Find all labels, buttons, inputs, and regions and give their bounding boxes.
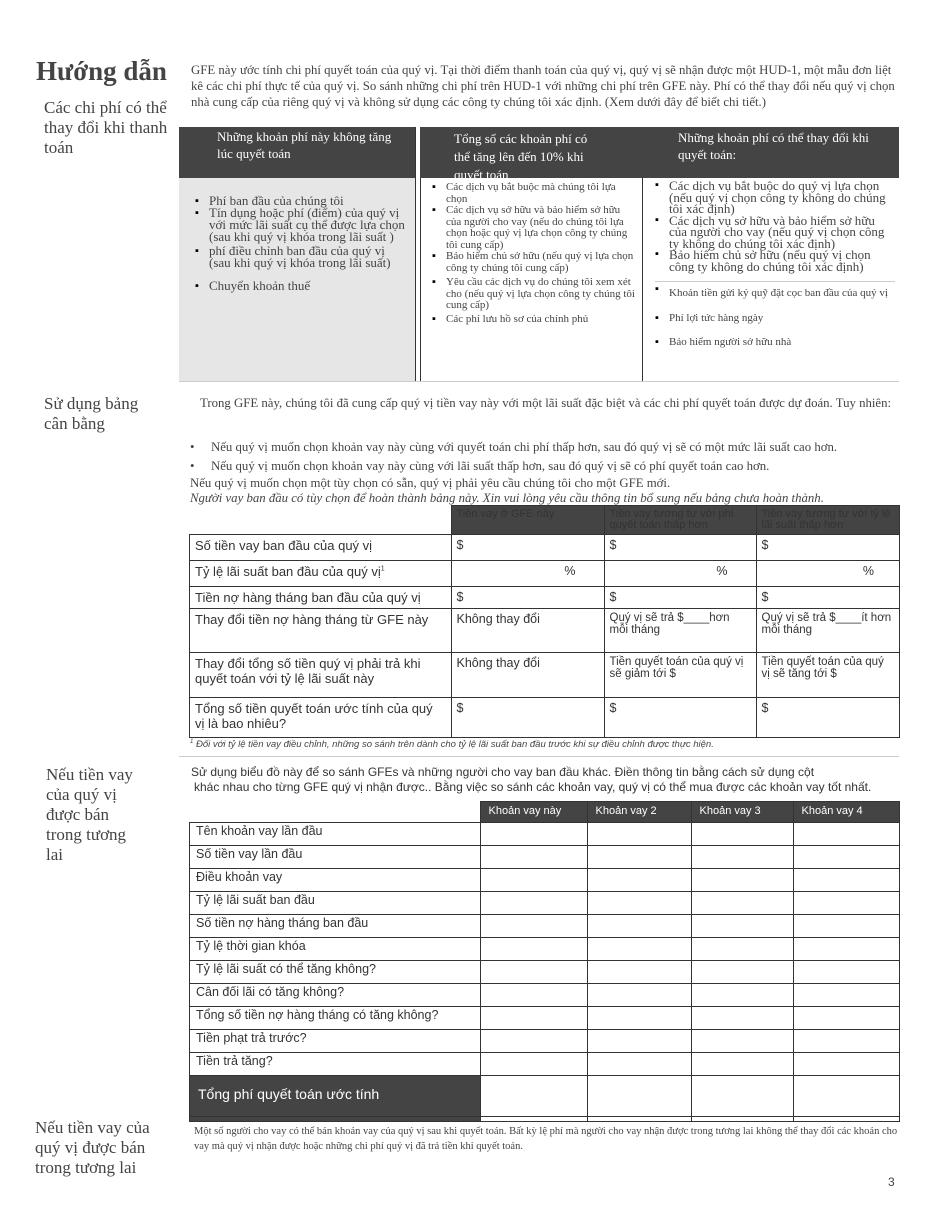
shopping-row [190,915,900,938]
shopping-cell[interactable] [793,1007,900,1030]
shopping-cell[interactable] [480,984,587,1007]
shopping-row-label: Số tiền vay lần đầu [190,846,481,869]
tradeoff-header: Tiền vay tương tự với phí quyết toán thấp hơn [604,506,756,535]
tradeoff-row [190,698,900,738]
col1-item: ▪ Tín dụng hoặc phí (điểm) của quý vị với mức lãi suất cụ thể được lựa chọn (sau khi quý vị khóa trong lãi suất ) [195,207,407,243]
shopping-row-label: Tên khoản vay lần đầu [190,823,481,846]
shopping-cell[interactable] [480,1030,587,1053]
shopping-cell[interactable] [480,1053,587,1076]
col3-item-small: ▪ Phí lợi tức hàng ngày [655,311,895,326]
tradeoff-row [190,535,900,561]
shopping-row [190,938,900,961]
col2-item: ▪ Bảo hiểm chủ sở hữu (nếu quý vị lựa chọn công ty chúng tôi cung cấp) [432,251,636,274]
shopping-cell[interactable] [587,1053,691,1076]
cell-value[interactable]: Tiền quyết toán của quý vị sẽ giảm tới $ [604,653,756,698]
shopping-cell[interactable] [587,869,691,892]
shopping-row-label: Tỷ lệ lãi suất có thể tăng không? [190,961,481,984]
shopping-row-label: Tiền trả tăng? [190,1053,481,1076]
section3-title: Nếu tiền vay của quý vị được bán trong tương lai [46,765,133,864]
shopping-cell[interactable] [793,915,900,938]
loan-column-header: Khoản vay 3 [691,802,793,823]
row-label: Tổng số tiền quyết toán ước tính của quý vị là bao nhiêu? [190,698,452,738]
shopping-cell[interactable] [691,915,793,938]
shopping-cell[interactable] [480,915,587,938]
row-label: Tiền nợ hàng tháng ban đầu của quý vị [190,587,452,609]
shopping-cell[interactable] [691,938,793,961]
col2-item: ▪ Yêu cầu các dịch vụ do chúng tôi xem xét cho (nếu quý vị lựa chọn công ty chúng tôi cung cấp) [432,277,636,312]
cell-value[interactable]: $ [756,535,900,561]
footnote-mark: 1 [190,739,194,745]
footnote-sup: 1 [380,565,385,573]
shopping-cell[interactable] [691,1053,793,1076]
shopping-cell[interactable] [691,984,793,1007]
shopping-cell[interactable] [793,1030,900,1053]
shopping-row-label: Tiền phạt trả trước? [190,1030,481,1053]
col2-item: ▪ Các dịch vụ sở hữu và bảo hiểm sở hữu của người cho vay (nếu do chúng tôi lựa chọn hoặc quý vị lựa chọn công ty chúng tôi cung cấp) [432,205,636,251]
section4-text: Một số người cho vay có thể bán khoản vay của quý vị sau khi quyết toán. Bất kỳ lệ phí mà người cho vay nhận được trong tương lai không thể thay đổi các khoản cho vay mà quý vị nhận được hoặc những chi phí quý vị đã trả tiền khi quyết toán. [194,1126,898,1152]
shopping-row-label: Tỷ lệ thời gian khóa [190,938,481,961]
shopping-cell[interactable] [587,961,691,984]
section4-title: Nếu tiền vay của quý vị được bán trong tương lai [35,1118,150,1177]
section1-title: Các chi phí có thể thay đổi khi thanh toán [44,98,168,157]
section-rule [179,381,899,382]
col3-item-small: ▪ Bảo hiểm người sở hữu nhà [655,335,895,350]
section2-intro: Trong GFE này, chúng tôi đã cung cấp quý vị tiền vay này với một lãi suất đặc biệt và các chi phí quyết toán được dự đoán. Tuy nhiên: [200,396,892,410]
cell-value[interactable]: $ [756,698,900,738]
section2-title: Sử dụng bảng cân bằng [44,394,139,433]
cell-value[interactable]: % [756,561,900,587]
shopping-cell[interactable] [793,961,900,984]
cell-value[interactable]: $ [604,698,756,738]
shopping-cell[interactable] [793,984,900,1007]
tradeoff-row [190,561,900,587]
cell-value[interactable]: Quý vị sẽ trả $____hơn mỗi tháng [604,609,756,653]
shopping-cell[interactable] [587,938,691,961]
shopping-cell[interactable] [793,823,900,846]
col2-body [420,178,642,382]
total-cell[interactable] [691,1076,793,1122]
shopping-cell[interactable] [691,892,793,915]
cell-value[interactable]: $ [451,535,604,561]
shopping-row [190,846,900,869]
shopping-row [190,869,900,892]
shopping-row-label: Cân đối lãi có tăng không? [190,984,481,1007]
shopping-row [190,1053,900,1076]
cell-value[interactable]: % [451,561,604,587]
row-label: Thay đổi tổng số tiền quý vị phải trả khi quyết toán với tỷ lệ lãi suất này [190,653,452,698]
shopping-header-row [190,802,900,823]
shopping-row-label: Điều khoản vay [190,869,481,892]
tradeoff-header: Tiền vay tương tự với tỷ lệ lãi suất thấp hơn [756,506,900,535]
shopping-cell[interactable] [587,1007,691,1030]
page-heading: Hướng dẫn [36,56,167,86]
shopping-cell[interactable] [587,1030,691,1053]
section3-intro-line: Sử dụng biểu đồ này để so sánh GFEs và những người cho vay ban đầu khác. Điền thông tin bằng cách sử dụng cột [191,765,815,779]
shopping-cell[interactable] [587,846,691,869]
shopping-cell[interactable] [480,869,587,892]
bullet-row: • Nếu quý vị muốn chọn khoản vay này cùng với quyết toán chi phí thấp hơn, sau đó quý vị sẽ có một mức lãi suất cao hơn. [190,440,838,454]
shopping-cell[interactable] [691,961,793,984]
col3-header-text: Những khoản phí có thể thay đổi khi quyết toán: [678,130,869,162]
cell-value[interactable]: Không thay đổi [451,653,604,698]
bullet-text: Nếu quý vị muốn chọn khoản vay này cùng với lãi suất thấp hơn, sau đó quý vị sẽ có phí quyết toán cao hơn. [211,459,770,473]
shopping-cell[interactable] [587,915,691,938]
section2-note: Nếu quý vị muốn chọn một tùy chọn có sẵn, quý vị phải yêu cầu chúng tôi cho một GFE mới. [190,476,671,490]
shopping-row-label: Số tiền nợ hàng tháng ban đầu [190,915,481,938]
section3-intro [191,765,903,795]
shopping-cell[interactable] [480,938,587,961]
column-divider [415,127,416,382]
shopping-chart [189,801,900,1122]
shopping-cell[interactable] [480,961,587,984]
col2-header-text: Tổng số các khoản phí có thể tăng lên đến 10% khi quyết toán [454,131,588,182]
col3-header [642,127,899,178]
page-number: 3 [888,1175,895,1189]
section3-intro-line: khác nhau cho từng GFE quý vị nhận được.. Bằng việc so sánh các khoản vay, quý vị có thể mua được các khoản vay tốt nhất. [194,780,872,794]
col3-item-small: ▪ Khoản tiền gửi ký quỹ đặt cọc ban đầu của quý vị [655,281,895,301]
total-cell[interactable] [793,1076,900,1122]
shopping-row [190,984,900,1007]
col3-item: ▪ Các dịch vụ sở hữu và bảo hiểm sở hữu của người cho vay (nếu quý vị chọn công ty không do chúng tôi xác định) [655,215,895,250]
total-row [190,1076,900,1122]
cell-value[interactable]: $ [451,587,604,609]
cell-value[interactable]: Không thay đổi [451,609,604,653]
shopping-row [190,961,900,984]
section-rule [189,1116,899,1117]
tradeoff-row [190,653,900,698]
total-label: Tổng phí quyết toán ước tính [190,1076,481,1122]
col1-header-text: Những khoản phí này không tăng lúc quyết toán [217,129,392,161]
footnote-text: Đối với tỷ lệ tiền vay điều chỉnh, những so sánh trên dành cho tỷ lệ lãi suất ban đầu trước khi sự điều chỉnh được thực hiện. [195,739,714,751]
column-divider [420,178,421,382]
shopping-cell[interactable] [793,846,900,869]
col3-item: ▪ Bảo hiểm chủ sở hữu (nếu quý vị chọn công ty không do chúng tôi xác định) [655,249,895,272]
cell-value[interactable]: $ [604,535,756,561]
tradeoff-row [190,609,900,653]
shopping-cell[interactable] [480,1007,587,1030]
shopping-row-label: Tỷ lệ lãi suất ban đầu [190,892,481,915]
shopping-cell[interactable] [587,823,691,846]
tradeoff-row [190,587,900,609]
shopping-row [190,892,900,915]
shopping-rows [190,823,900,1076]
shopping-cell[interactable] [587,892,691,915]
shopping-row-label: Tổng số tiền nợ hàng tháng có tăng không? [190,1007,481,1030]
footnote [190,739,902,750]
shopping-cell[interactable] [691,1030,793,1053]
total-cell[interactable] [587,1076,691,1122]
shopping-cell[interactable] [587,984,691,1007]
shopping-cell[interactable] [691,846,793,869]
section2-bullets [190,438,902,476]
cell-value[interactable]: % [604,561,756,587]
col1-item: ▪ Phí ban đầu của chúng tôi [195,195,407,207]
col3-item: ▪ Các dịch vụ bắt buộc do quý vị lựa chọn (nếu quý vị chọn công ty không do chúng tôi xác định) [655,180,895,215]
section2-optional-note: Người vay ban đầu có tùy chọn để hoàn thành bảng này. Xin vui lòng yêu cầu thông tin bổ sung nếu bảng chưa hoàn thành. [190,491,824,505]
shopping-cell[interactable] [691,869,793,892]
row-label: Tỷ lệ lãi suất ban đầu của quý vị [195,564,381,579]
col2-item: ▪ Các phí lưu hồ sơ của chính phủ [432,314,636,326]
shopping-cell[interactable] [480,823,587,846]
total-cell[interactable] [480,1076,587,1122]
loan-column-header: Khoản vay này [480,802,587,823]
loan-column-header: Khoản vay 4 [793,802,900,823]
col1-body [179,178,415,382]
cell-value[interactable]: $ [604,587,756,609]
shopping-row [190,1007,900,1030]
row-label-cell [190,561,452,587]
bullet-row: • Nếu quý vị muốn chọn khoản vay này cùng với lãi suất thấp hơn, sau đó quý vị sẽ có phí quyết toán cao hơn. [190,459,770,473]
shopping-cell[interactable] [480,892,587,915]
col2-item: ▪ Các dịch vụ bắt buộc mà chúng tôi lựa chọn [432,182,636,205]
shopping-cell[interactable] [480,846,587,869]
cell-value[interactable]: $ [756,587,900,609]
row-label: Số tiền vay ban đầu của quý vị [190,535,452,561]
section-rule [179,756,899,757]
col1-item: ▪ phí điều chỉnh ban đầu của quý vị (sau khi quý vị khóa trong lãi suất) [195,245,407,269]
shopping-cell[interactable] [691,1007,793,1030]
shopping-cell[interactable] [793,892,900,915]
shopping-row [190,1030,900,1053]
shopping-cell[interactable] [793,1053,900,1076]
col1-item: ▪ Chuyển khoản thuế [195,280,407,292]
shopping-row [190,823,900,846]
shopping-cell[interactable] [793,869,900,892]
row-label: Thay đổi tiền nợ hàng tháng từ GFE này [190,609,452,653]
cell-value[interactable]: Tiền quyết toán của quý vị sẽ tăng tới $ [756,653,900,698]
col1-header [179,127,415,178]
col2-header [420,127,642,182]
shopping-cell[interactable] [691,823,793,846]
tradeoff-header-row [190,506,900,535]
loan-column-header: Khoản vay 2 [587,802,691,823]
tradeoff-table [189,505,900,738]
col3-body [643,178,899,382]
cell-value[interactable]: Quý vị sẽ trả $____ít hơn mỗi tháng [756,609,900,653]
intro-text: GFE này ước tính chi phí quyết toán của quý vị. Tại thời điểm thanh toán của quý vị, quý vị sẽ nhận được một HUD-1, một mẫu đơn liệt kê các chi phí thực tế của quý vị. So sánh những chi phí trên HUD-1 với những chi phí trên GFE này. Phí có thể thay đổi nếu quý vị chọn nhà cung cấp của riêng quý vị và không sử dụng các công ty chúng tôi xác định. (Xem dưới đây để biết chi tiết.) [191,63,895,109]
bullet-text: Nếu quý vị muốn chọn khoản vay này cùng với quyết toán chi phí thấp hơn, sau đó quý vị sẽ có một mức lãi suất cao hơn. [211,440,838,454]
shopping-cell[interactable] [793,938,900,961]
cell-value[interactable]: $ [451,698,604,738]
tradeoff-header: Tiền vay ở GFE này [451,506,604,535]
